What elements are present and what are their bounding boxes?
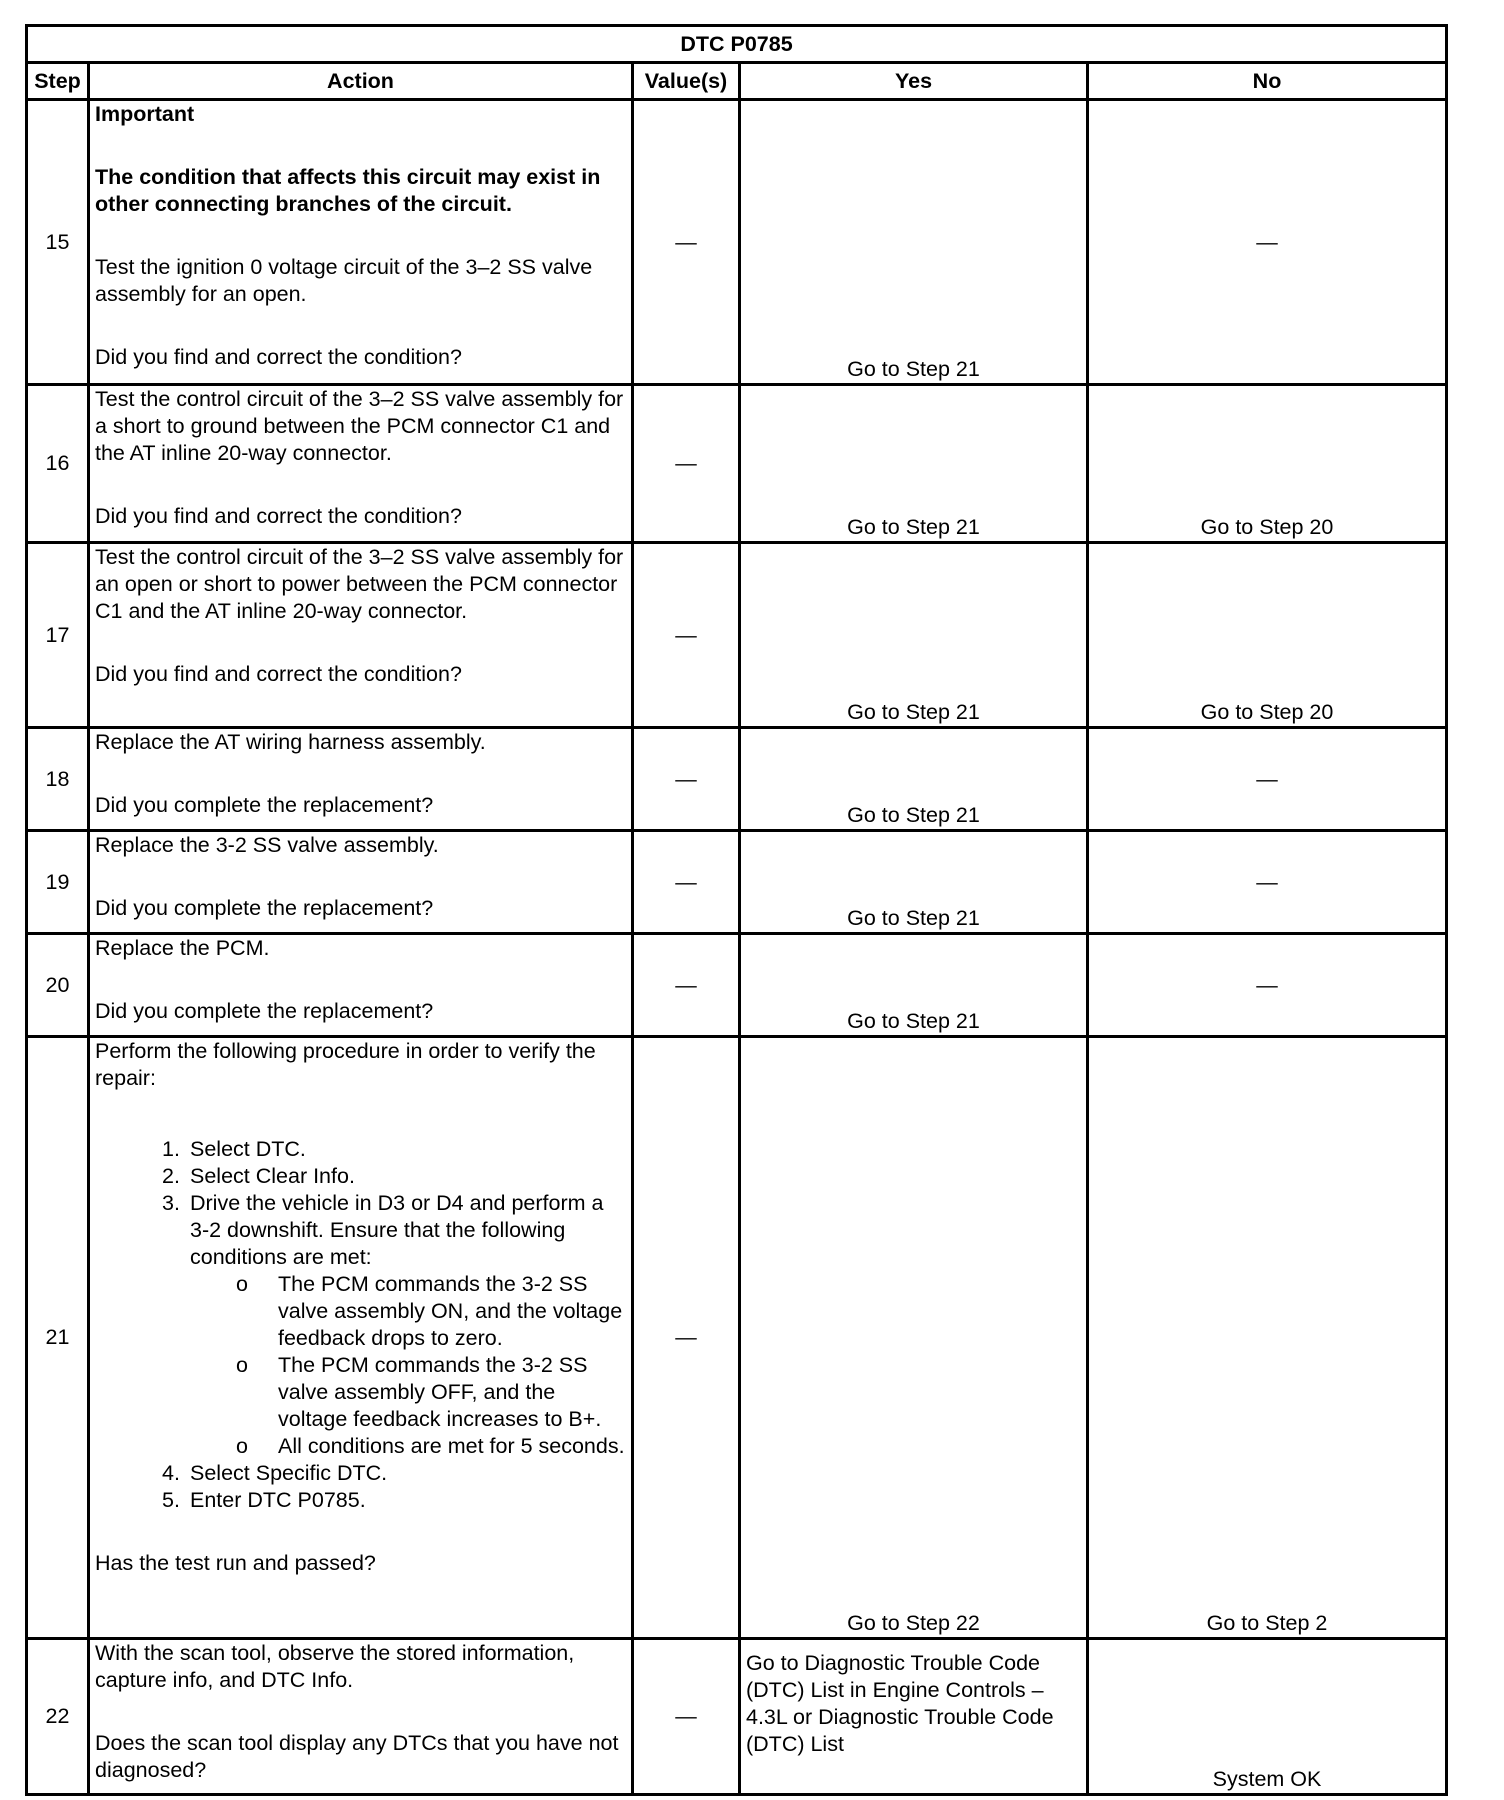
action-text: Replace the 3-2 SS valve assembly. (95, 833, 439, 857)
step-number: 21 (27, 1037, 89, 1639)
procedure-number: 5. (162, 1488, 180, 1512)
yes-cell: Go to Step 21 (740, 728, 1088, 831)
action-question: Did you complete the replacement? (95, 896, 434, 920)
step-number: 18 (27, 728, 89, 831)
yes-cell: Go to Step 21 (740, 934, 1088, 1037)
header-action: Action (89, 63, 633, 100)
action-cell (89, 728, 633, 831)
yes-cell: Go to Step 21 (740, 831, 1088, 934)
value-cell: — (633, 728, 740, 831)
header-no: No (1088, 63, 1447, 100)
procedure-step (95, 1136, 626, 1163)
action-text: Test the ignition 0 voltage circuit of the 3–2 SS valve assembly for an open. (95, 255, 593, 306)
condition-item (95, 1433, 626, 1460)
value-cell: — (633, 934, 740, 1037)
action-cell (89, 1037, 633, 1639)
action-question: Did you find and correct the condition? (95, 662, 462, 686)
yes-cell: Go to Step 21 (740, 100, 1088, 385)
step-number: 17 (27, 543, 89, 728)
condition-item (95, 1352, 626, 1433)
action-text: Perform the following procedure in order to verify the repair: (95, 1039, 596, 1090)
important-note: The condition that affects this circuit may exist in other connecting branches of the circuit. (95, 165, 601, 216)
procedure-text: Select Specific DTC. (190, 1461, 388, 1485)
table-row (27, 385, 1447, 543)
action-text: Replace the AT wiring harness assembly. (95, 730, 486, 754)
action-text: With the scan tool, observe the stored information, capture info, and DTC Info. (95, 1641, 575, 1692)
value-cell: — (633, 1037, 740, 1639)
procedure-text: Select Clear Info. (190, 1164, 355, 1188)
action-cell (89, 1639, 633, 1795)
action-question: Does the scan tool display any DTCs that you have not diagnosed? (95, 1731, 619, 1782)
header-values: Value(s) (633, 63, 740, 100)
procedure-number: 4. (162, 1461, 180, 1485)
action-question: Has the test run and passed? (95, 1551, 376, 1575)
no-cell: — (1088, 831, 1447, 934)
procedure-text: Select DTC. (190, 1137, 306, 1161)
action-cell (89, 543, 633, 728)
procedure-text: Drive the vehicle in D3 or D4 and perform a 3-2 downshift. Ensure that the following conditions are met: (190, 1191, 604, 1269)
table-row (27, 1639, 1447, 1795)
action-question: Did you find and correct the condition? (95, 504, 462, 528)
action-text: Test the control circuit of the 3–2 SS valve assembly for a short to ground between the PCM connector C1 and the AT inline 20-way connector. (95, 387, 624, 465)
procedure-text: Enter DTC P0785. (190, 1488, 366, 1512)
procedure-number: 1. (162, 1137, 180, 1161)
no-cell: — (1088, 728, 1447, 831)
yes-cell (740, 1639, 1088, 1795)
procedure-step (95, 1487, 626, 1514)
procedure-step (95, 1190, 626, 1271)
table-row (27, 100, 1447, 385)
bullet-icon: o (236, 1353, 248, 1377)
table-row (27, 1037, 1447, 1639)
yes-cell: Go to Step 21 (740, 543, 1088, 728)
important-label: Important (95, 102, 195, 126)
action-question: Did you find and correct the condition? (95, 345, 462, 369)
procedure-step (95, 1163, 626, 1190)
table-row (27, 831, 1447, 934)
procedure-step (95, 1460, 626, 1487)
procedure-number: 2. (162, 1164, 180, 1188)
no-cell: Go to Step 20 (1088, 543, 1447, 728)
header-yes: Yes (740, 63, 1088, 100)
table-row (27, 543, 1447, 728)
action-question: Did you complete the replacement? (95, 999, 434, 1023)
step-number: 20 (27, 934, 89, 1037)
action-cell (89, 385, 633, 543)
no-cell: Go to Step 20 (1088, 385, 1447, 543)
condition-text: The PCM commands the 3-2 SS valve assembly ON, and the voltage feedback drops to zero. (278, 1272, 623, 1350)
procedure-list (95, 1136, 626, 1514)
action-cell (89, 831, 633, 934)
no-cell: — (1088, 934, 1447, 1037)
table-title: DTC P0785 (27, 26, 1447, 63)
table-row (27, 934, 1447, 1037)
action-question: Did you complete the replacement? (95, 793, 434, 817)
no-cell: — (1088, 100, 1447, 385)
yes-cell: Go to Step 22 (740, 1037, 1088, 1639)
condition-text: All conditions are met for 5 seconds. (278, 1434, 625, 1458)
bullet-icon: o (236, 1272, 248, 1296)
condition-text: The PCM commands the 3-2 SS valve assembly OFF, and the voltage feedback increases to B+. (278, 1353, 602, 1431)
no-cell: Go to Step 2 (1088, 1037, 1447, 1639)
action-cell (89, 100, 633, 385)
no-cell: System OK (1088, 1639, 1447, 1795)
value-cell: — (633, 543, 740, 728)
dtc-table (25, 24, 1448, 1796)
step-number: 22 (27, 1639, 89, 1795)
yes-cell: Go to Step 21 (740, 385, 1088, 543)
header-step: Step (27, 63, 89, 100)
action-cell (89, 934, 633, 1037)
step-number: 16 (27, 385, 89, 543)
step-number: 19 (27, 831, 89, 934)
value-cell: — (633, 100, 740, 385)
step-number: 15 (27, 100, 89, 385)
bullet-icon: o (236, 1434, 248, 1458)
action-text: Replace the PCM. (95, 936, 270, 960)
table-row (27, 728, 1447, 831)
action-text: Test the control circuit of the 3–2 SS valve assembly for an open or short to power between the PCM connector C1 and the AT inline 20-way connector. (95, 545, 624, 623)
value-cell: — (633, 831, 740, 934)
yes-link-text: Go to Diagnostic Trouble Code (DTC) List in Engine Controls – 4.3L or Diagnostic Trouble Code (DTC) List (746, 1651, 1054, 1756)
condition-item (95, 1271, 626, 1352)
procedure-number: 3. (162, 1191, 180, 1215)
value-cell: — (633, 1639, 740, 1795)
value-cell: — (633, 385, 740, 543)
